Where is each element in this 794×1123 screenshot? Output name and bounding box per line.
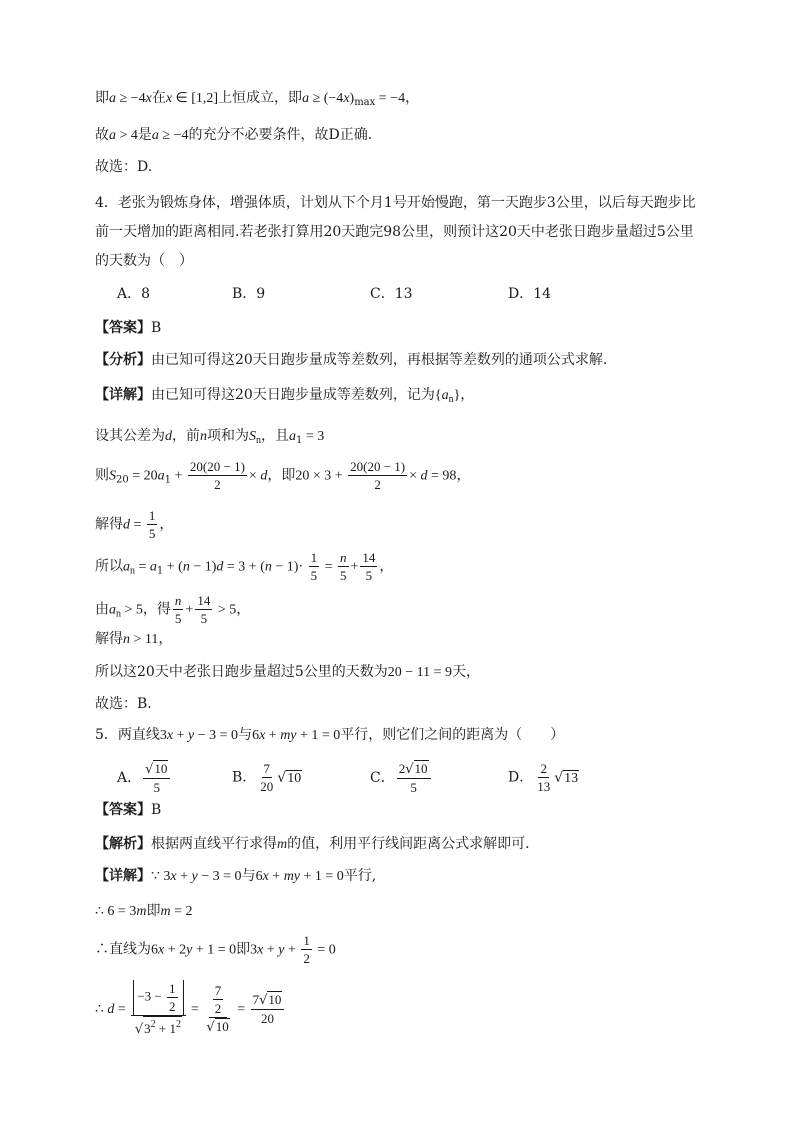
q5-detail: 【详解】∵ 3x + y − 3 = 0与6x + my + 1 = 0平行,	[95, 868, 377, 884]
q4-stem-line-3: 的天数为（ ）	[95, 253, 193, 269]
text-line-2: 故a > 4是a ≥ −4的充分不必要条件，故D正确.	[95, 127, 373, 143]
q4-analysis: 【分析】由已知可得这20天日跑步量成等差数列，再根据等差数列的通项公式求解.	[95, 352, 608, 368]
q5-option-b: B． $\frac{7}{20}$ √10	[232, 761, 302, 794]
q4-option-a: A．8	[117, 286, 151, 302]
q4-detail-line-6: 解得n > 11，	[95, 631, 173, 647]
q4-detail-line-2: 则$S_{20} = 20a_1$ + $\frac{20(20 - 1)}{2}$ × d，即20 × 3 + $\frac{20(20 - 1)}{2}$ × d = 98，	[95, 459, 471, 492]
q4-option-b: B．9	[232, 286, 266, 302]
q4-detail: 【详解】由已知可得这20天日跑步量成等差数列，记为$\{a_n\}$，	[95, 387, 475, 405]
q5-analysis: 【解析】根据两直线平行求得m的值，利用平行线间距离公式求解即可.	[95, 836, 530, 852]
q4-detail-line-5: 由$a_n > 5$，得 $\frac{n}{5}$ + $\frac{14}{5}$ > 5，	[95, 593, 251, 626]
q5-option-c: C． $\frac{2√10}{5}$	[370, 760, 433, 796]
q5-detail-line-2: ∴直线为6x + 2y + 1 = 0即3x + y + $\frac{1}{2}$ = 0	[95, 933, 336, 966]
q4-detail-line-8: 故选：B.	[95, 696, 152, 712]
q5-detail-line-3: ∴ d = −3 − $\frac{1}{2}$ $√3^2 + 1^2$ = $\frac{\frac{7}{2}}{√10}$ = $\frac{7√10}{20}$	[95, 980, 286, 1038]
q4-option-c: C．13	[370, 286, 413, 302]
text-line-3: 故选：D.	[95, 159, 153, 175]
q4-detail-line-7: 所以这20天中老张日跑步量超过5公里的天数为20 − 11 = 9天，	[95, 664, 481, 680]
q4-detail-line-1: 设其公差为d，前n项和为$S_n$，且$a_1 = 3$	[95, 428, 325, 446]
q5-detail-line-1: ∴ 6 = 3m即m = 2	[95, 903, 193, 919]
q5-option-d: D． $\frac{2}{13}$ √13	[508, 761, 579, 794]
text-line-1: 即a ≥ −4x在x ∈ [1,2]上恒成立，即$a \ge (-4x)_{max} = -4$，	[95, 90, 420, 108]
q5-answer: 【答案】B	[95, 802, 162, 818]
q4-answer: 【答案】B	[95, 320, 162, 336]
q4-detail-line-4: 所以$a_n = a_1 + (n - 1)d = 3 + (n - 1)\cdot$ $\frac{1}{5}$ = $\frac{n}{5}$ + $\frac{14}{5}$ ，	[95, 550, 394, 583]
q4-detail-line-3: 解得d = $\frac{1}{5}$ ，	[95, 508, 174, 541]
q4-stem-line-2: 前一天增加的距离相同.若老张打算用20天跑完98公里，则预计这20天中老张日跑步量超过5公里	[95, 224, 694, 240]
q5-option-a: A． $\frac{√10}{5}$	[117, 760, 172, 796]
q5-stem: 5．两直线3x + y − 3 = 0与6x + my + 1 = 0平行，则它们之间的距离为（ ）	[95, 727, 565, 743]
q4-option-d: D．14	[508, 286, 552, 302]
q4-stem-line-1: 4．老张为锻炼身体，增强体质，计划从下个月1号开始慢跑，第一天跑步3公里，以后每天跑步比	[95, 195, 696, 211]
